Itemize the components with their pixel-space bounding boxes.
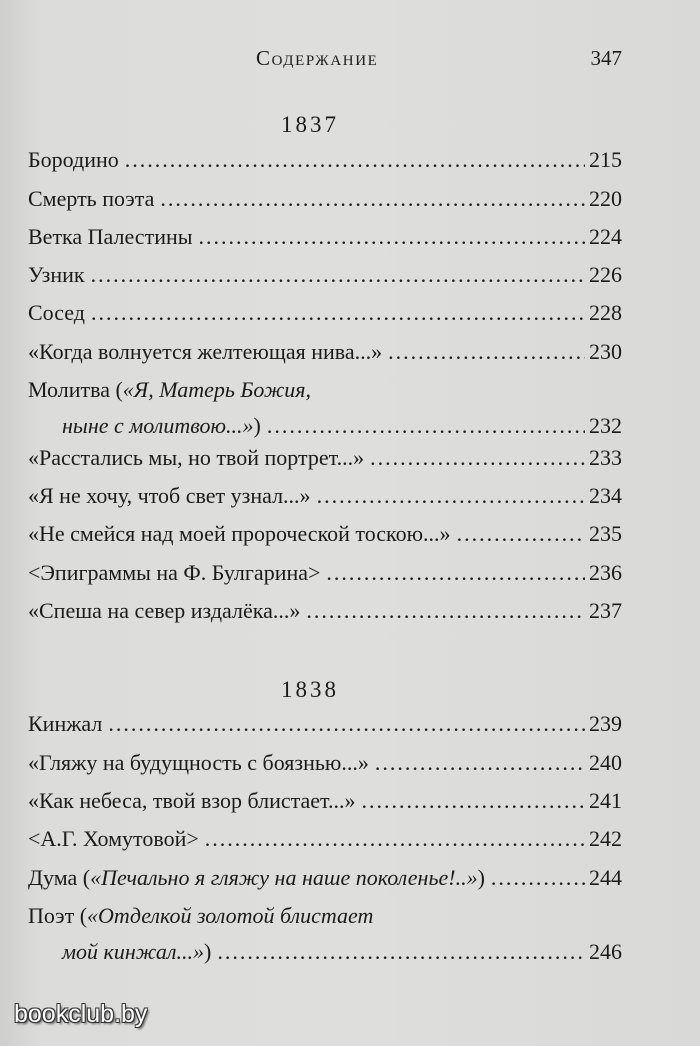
toc-entry-title-italic-cont: ныне с молитвою...» (62, 413, 254, 438)
toc-entry-page: 215 (589, 147, 622, 172)
toc-entry-title: Дума ( (28, 865, 91, 890)
toc-entry-title-italic-cont: мой кинжал...» (62, 939, 205, 964)
toc-entry-page: 239 (589, 711, 622, 736)
leader-dots (362, 783, 586, 819)
toc-entry-page: 230 (589, 339, 622, 364)
toc-entry (28, 257, 622, 293)
toc-entry (28, 142, 622, 178)
toc-entry-page: 246 (589, 939, 622, 964)
leader-dots (457, 516, 585, 552)
toc-entry (28, 372, 622, 444)
toc-entry (28, 783, 622, 819)
toc-entry-title: «Не смейся над моей пророческой тоскою...» (28, 521, 451, 546)
leader-dots (108, 706, 585, 742)
toc-entry (28, 593, 622, 629)
leader-dots (125, 142, 585, 178)
toc-entry-title: <А.Г. Хомутовой> (28, 826, 199, 851)
toc-entry-title: Узник (28, 262, 85, 287)
toc-entry (28, 860, 622, 896)
toc-entry-title: «Гляжу на будущность с боязнью...» (28, 750, 369, 775)
toc-entry-title: Поэт ( (28, 903, 88, 928)
running-head-page-number: 347 (590, 46, 622, 70)
toc-entry (28, 478, 622, 514)
leader-dots (199, 219, 585, 255)
toc-entry-title: «Когда волнуется желтеющая нива...» (28, 339, 383, 364)
toc-entry (28, 706, 622, 742)
toc-entry-title: Смерть поэта (28, 186, 155, 211)
site-watermark: bookclub.by (14, 1000, 148, 1028)
toc-entry (28, 745, 622, 781)
leader-dots (267, 408, 585, 444)
running-head-title: Содержание (256, 46, 379, 70)
toc-entry-page: 237 (589, 598, 622, 623)
toc-entry-page: 235 (589, 521, 622, 546)
toc-entry-title: «Я не хочу, чтоб свет узнал...» (28, 483, 311, 508)
toc-entry-title: Кинжал (28, 711, 103, 736)
toc-entry-title: Ветка Палестины (28, 224, 193, 249)
toc-entry-title-italic: «Печально я гляжу на наше поколенье!..» (90, 865, 478, 890)
toc-entry-title-italic: «Я, Матерь Божия, (122, 377, 312, 402)
toc-entry-page: 226 (589, 262, 622, 287)
toc-entry-title: Молитва ( (28, 377, 123, 402)
toc-entry (28, 181, 622, 217)
toc-entry (28, 334, 622, 370)
toc-entry (28, 898, 622, 970)
leader-dots (306, 593, 585, 629)
toc-entry (28, 219, 622, 255)
toc-entry-title: Сосед (28, 300, 85, 325)
leader-dots (160, 181, 585, 217)
toc-entry-title: Бородино (28, 147, 119, 172)
toc-entry-page: 232 (589, 413, 622, 438)
leader-dots (388, 334, 585, 370)
toc-entry-title-tail: ) (204, 939, 212, 964)
toc-entry-page: 242 (589, 826, 622, 851)
toc-entry-title: «Расстались мы, но твой портрет...» (28, 445, 365, 470)
toc-entry (28, 440, 622, 476)
leader-dots (491, 860, 585, 896)
toc-entry-title: <Эпиграммы на Ф. Булгарина> (28, 560, 321, 585)
toc-entry-title-tail: ) (477, 865, 485, 890)
toc-entry-page: 241 (589, 788, 622, 813)
leader-dots (91, 295, 585, 331)
toc-entry-page: 244 (589, 865, 622, 890)
leader-dots (205, 821, 585, 857)
toc-entry-page: 233 (589, 445, 622, 470)
toc-entry (28, 295, 622, 331)
leader-dots (375, 745, 585, 781)
toc-entry-page: 220 (589, 186, 622, 211)
leader-dots (326, 555, 585, 591)
toc-entry-page: 234 (589, 483, 622, 508)
toc-entry-page: 236 (589, 560, 622, 585)
section-year-1838: 1838 (281, 677, 339, 702)
leader-dots (91, 257, 585, 293)
toc-entry-page: 240 (589, 750, 622, 775)
toc-entry-title-italic: «Отделкой золотой блистает (87, 903, 374, 928)
section-year-1837: 1837 (281, 112, 339, 137)
toc-entry-title: «Как небеса, твой взор блистает...» (28, 788, 356, 813)
toc-entry (28, 555, 622, 591)
toc-entry-title: «Спеша на север издалёка...» (28, 598, 301, 623)
toc-entry-page: 228 (589, 300, 622, 325)
leader-dots (217, 934, 585, 970)
leader-dots (370, 440, 585, 476)
leader-dots (317, 478, 585, 514)
toc-entry-title-tail: ) (253, 413, 261, 438)
toc-entry-page: 224 (589, 224, 622, 249)
toc-entry (28, 821, 622, 857)
toc-entry (28, 516, 622, 552)
